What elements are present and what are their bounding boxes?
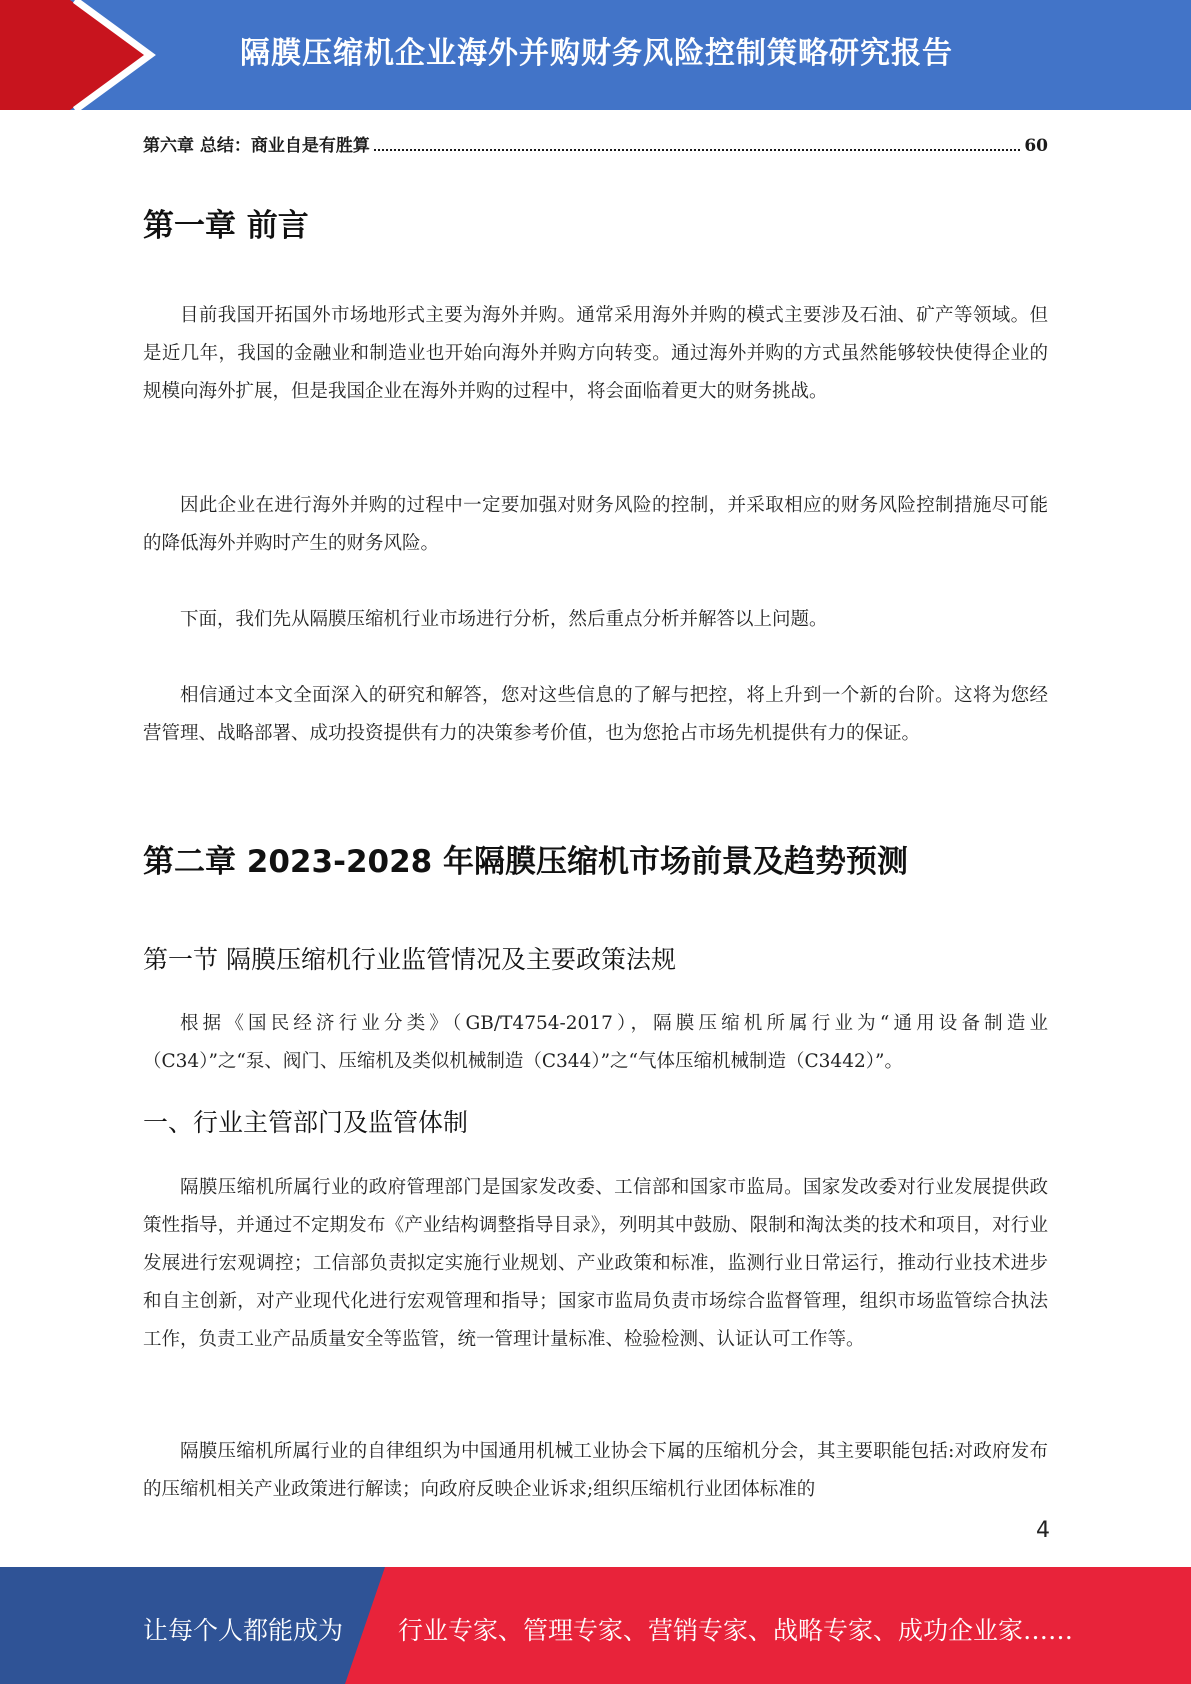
chapter-1-paragraph: 目前我国开拓国外市场地形式主要为海外并购。通常采用海外并购的模式主要涉及石油、矿产等领域。但是近几年，我国的金融业和制造业也开始向海外并购方向转变。通过海外并购的方式虽然能够较快使得企业的规模向海外扩展，但是我国企业在海外并购的过程中，将会面临着更大的财务挑战。 bbox=[143, 305, 1048, 402]
header-banner bbox=[0, 0, 1191, 110]
subsection-1-heading: 一、行业主管部门及监管体制 bbox=[143, 1108, 469, 1137]
subsection-1-paragraph: 隔膜压缩机所属行业的自律组织为中国通用机械工业协会下属的压缩机分会，其主要职能包括:对政府发布的压缩机相关产业政策进行解读；向政府反映企业诉求;组织压缩机行业团体标准的 bbox=[143, 1441, 1048, 1500]
footer-slogan-left: 让每个人都能成为 bbox=[143, 1616, 344, 1645]
footer-slogan-right: 行业专家、管理专家、营销专家、战略专家、成功企业家…… bbox=[398, 1616, 1074, 1645]
toc-entry-page: 60 bbox=[1024, 136, 1048, 156]
subsection-1-paragraph: 隔膜压缩机所属行业的政府管理部门是国家发改委、工信部和国家市监局。国家发改委对行业发展提供政策性指导，并通过不定期发布《产业结构调整指导目录》，列明其中鼓励、限制和淘汰类的技术和项目，对行业发展进行宏观调控；工信部负责拟定实施行业规划、产业政策和标准，监测行业日常运行，推动行业技术进步和自主创新，对产业现代化进行宏观管理和指导；国家市监局负责市场综合监督管理，组织市场监管综合执法工作，负责工业产品质量安全等监管，统一管理计量标准、检验检测、认证认可工作等。 bbox=[143, 1177, 1048, 1350]
report-title: 隔膜压缩机企业海外并购财务风险控制策略研究报告 bbox=[240, 36, 953, 71]
header-chevron-icon bbox=[0, 0, 160, 110]
chapter-1-paragraph: 下面，我们先从隔膜压缩机行业市场进行分析，然后重点分析并解答以上问题。 bbox=[180, 609, 828, 630]
section-1-heading: 第一节 隔膜压缩机行业监管情况及主要政策法规 bbox=[143, 945, 676, 974]
chapter-1-heading: 第一章 前言 bbox=[143, 208, 309, 244]
page-number: 4 bbox=[1036, 1518, 1050, 1543]
section-1-paragraph: 根据《国民经济行业分类》（GB/T4754-2017），隔膜压缩机所属行业为“通用设备制造业（C34）”之“泵、阀门、压缩机及类似机械制造（C344）”之“气体压缩机械制造（C3442）”。 bbox=[143, 1013, 1048, 1072]
chapter-1-paragraph: 因此企业在进行海外并购的过程中一定要加强对财务风险的控制，并采取相应的财务风险控制措施尽可能的降低海外并购时产生的财务风险。 bbox=[143, 495, 1048, 554]
toc-entry-label: 第六章 总结：商业自是有胜算 bbox=[143, 136, 370, 156]
chapter-1-paragraph: 相信通过本文全面深入的研究和解答，您对这些信息的了解与把控，将上升到一个新的台阶。这将为您经营管理、战略部署、成功投资提供有力的决策参考价值，也为您抢占市场先机提供有力的保证。 bbox=[143, 685, 1048, 744]
toc-entry[interactable] bbox=[143, 130, 1048, 156]
footer-banner bbox=[0, 1567, 1191, 1684]
toc-leader-dots bbox=[374, 149, 1020, 151]
chapter-2-heading: 第二章 2023-2028 年隔膜压缩机市场前景及趋势预测 bbox=[143, 844, 909, 880]
